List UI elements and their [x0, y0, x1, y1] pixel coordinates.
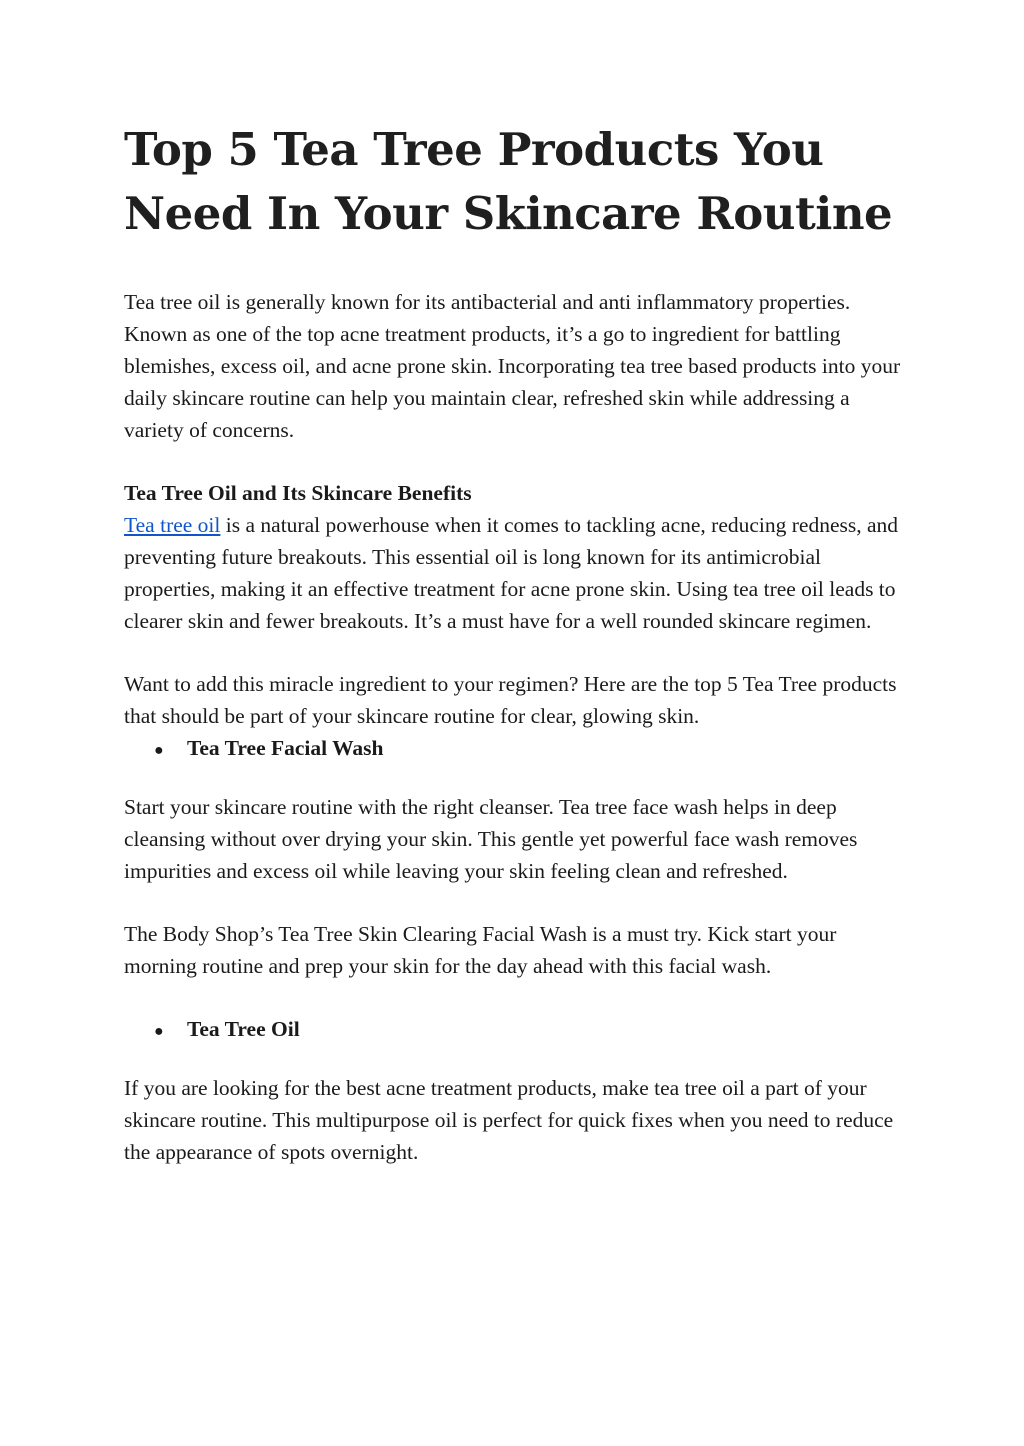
- list-item: [124, 1013, 914, 1048]
- benefits-text: is a natural powerhouse when it comes to tackling acne, reducing redness, and preventing future breakouts. This essential oil is long known for its antimicrobial properties, making it an effective treatment for acne prone skin. Using tea tree oil leads to clearer skin and fewer breakouts. It’s a must have for a well rounded skincare regimen.: [124, 513, 899, 633]
- list-item-label: Tea Tree Oil: [187, 1017, 300, 1041]
- title-line-2: Need In Your Skincare Routine: [124, 187, 893, 240]
- benefits-paragraph: [124, 509, 914, 637]
- want-paragraph: Want to add this miracle ingredient to your regimen? Here are the top 5 Tea Tree products that should be part of your skincare routine for clear, glowing skin.: [124, 672, 897, 728]
- bullet-icon: ●: [154, 1023, 164, 1040]
- intro-paragraph: Tea tree oil is generally known for its antibacterial and anti inflammatory properties. Known as one of the top acne treatment products, it’s a go to ingredient for battling blemishes, excess oil, and acne prone skin. Incorporating tea tree based products into your daily skincare routine can help you maintain clear, refreshed skin while addressing a variety of concerns.: [124, 290, 901, 442]
- tea-tree-oil-link[interactable]: Tea tree oil: [124, 513, 221, 537]
- list-item-label: Tea Tree Facial Wash: [187, 736, 384, 760]
- page-title: [124, 118, 914, 246]
- facial-wash-recommendation: The Body Shop’s Tea Tree Skin Clearing Facial Wash is a must try. Kick start your morning routine and prep your skin for the day ahead with this facial wash.: [124, 922, 837, 978]
- list-item: [124, 732, 914, 767]
- section-heading: Tea Tree Oil and Its Skincare Benefits: [124, 481, 472, 505]
- tea-tree-oil-paragraph: If you are looking for the best acne treatment products, make tea tree oil a part of your skincare routine. This multipurpose oil is perfect for quick fixes when you need to reduce the appearance of spots overnight.: [124, 1076, 894, 1164]
- title-line-1: Top 5 Tea Tree Products You: [124, 123, 824, 176]
- bullet-icon: ●: [154, 742, 164, 759]
- document-page: [124, 118, 914, 1168]
- facial-wash-paragraph: Start your skincare routine with the right cleanser. Tea tree face wash helps in deep cleansing without over drying your skin. This gentle yet powerful face wash removes impurities and excess oil while leaving your skin feeling clean and refreshed.: [124, 795, 858, 883]
